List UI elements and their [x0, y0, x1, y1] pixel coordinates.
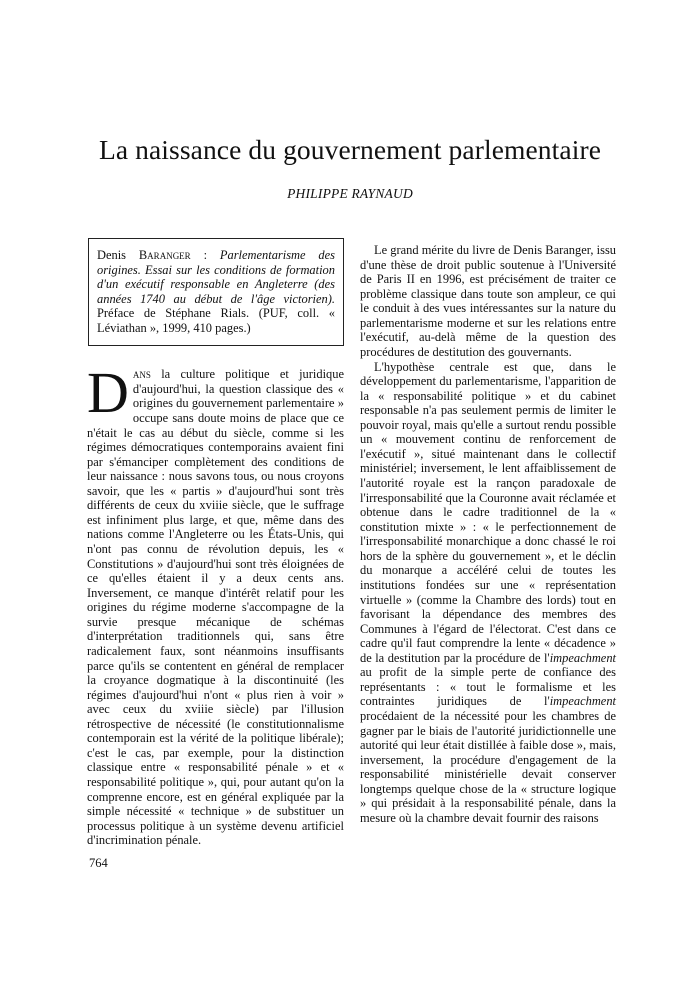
- right-paragraph-2-text-a: L'hypothèse centrale est que, dans le développement du parlementarisme, l'apparition de la « responsabilité politique » et du cabinet responsable n'a pas seulement permis de limiter le pouvoir royal, mais qu'elle a surtout rendu possible un « mouvement continu de renforcement de l'exécutif », situé maintenant dans le collectif ministériel; inversement, le lent affaiblissement de l'autorité royale est la rançon paradoxale de l'irresponsabilité que la Couronne avait réclamée et obtenue dans le cadre traditionnel de la « constitution mixte » : « le perfectionnement de l'irresponsabilité monarchique a donc chassé le roi hors de la sphère du gouvernement », et le déclin du monarque a accéléré celui de toutes les institutions fondées sur une « représentation virtuelle » (comme la Chambre des lords) tout en favorisant la dépendance des membres des Communes à l'égard de l'électorat. C'est dans ce cadre qu'il faut comprendre la lente « décadence » de la destitution par la procédure de l': [360, 359, 616, 665]
- author-name: PHILIPPE RAYNAUD: [287, 186, 413, 201]
- right-paragraph-2-text-c: procédaient de la nécessité pour les chambres de gagner par le biais de l'autorité juridictionnelle une autorité qui leur était distillée à faible dose », mais, inversement, la procédure d'engagement de la responsabilité ministérielle devait conserver longtemps quelque chose de la « structure logique » qui présidait à la responsabilité pénale, dans la mesure où la chambre devait fournir des raisons: [360, 709, 616, 825]
- impeachment-term-1: impeachment: [549, 650, 616, 665]
- left-paragraph-1-text: la culture politique et juridique d'aujourd'hui, la question classique des « origines du gouvernement parlementaire » occupe sans doute moins de place que ce n'était le cas au début du siècle, comme si les régimes démocratiques contemporains avaient fini par s'émanciper complètement des conditions de leur naissance : nous savons tous, ou nous croyons savoir, que les « partis » d'aujourd'hui sont très différents de ceux du xviiie siècle, que le suffrage est infiniment plus large, et que, même dans des nations comme l'Angleterre ou les États-Unis, qui n'ont pas connu de révolution depuis, les « Constitutions » d'aujourd'hui sont très éloignées de ce qu'elles étaient il y a deux cents ans. Inversement, ce manque d'intérêt relatif pour les origines du régime moderne s'accompagne de la survie presque mécanique de schémas d'interprétation traditionnels qui, sans être radicalement faux, sont néanmoins insuffisants parce qu'ils se contentent en général de remplacer la croyance dogmatique à la discontinuité (les régimes d'aujourd'hui n'ont « plus rien à voir » avec ceux du xviiie siècle) par l'illusion rétrospective de nécessité (le constitutionnalisme contemporain est la vérité de la politique libérale); c'est le cas, par exemple, pour la distinction classique entre « responsabilité pénale » et « responsabilité politique », qui, pour autant qu'on la comprenne encore, est en général expliquée par la simple nécessité « technique » de substituer un processus politique à un système devenu artificiel d'incrimination pénale.: [87, 367, 344, 848]
- article-title: La naissance du gouvernement parlementaire: [98, 134, 602, 165]
- reference-details: Préface de Stéphane Rials. (PUF, coll. « Léviathan », 1999, 410 pages.): [97, 306, 335, 335]
- drop-cap: D: [87, 360, 129, 426]
- page-number: 764: [89, 856, 108, 870]
- right-paragraph-2: [360, 360, 616, 826]
- right-paragraph-1: Le grand mérite du livre de Denis Baranger, issu d'une thèse de droit public soutenue à l'Université de Paris II en 1996, est précisément de traiter ce problème classique dans toute son ampleur, ce qui le conduit à des vues intéressantes sur la nature du parlementarisme moderne et sur les relations entre l'exécutif, au-delà même de la question des procédures de destitution des gouvernants.: [360, 243, 616, 359]
- reference-book-title: Parlementarisme des origines. Essai sur les conditions de formation d'un exécutif responsable en Angleterre (des années 1740 au début de l'âge victorien).: [97, 248, 335, 306]
- left-column: [87, 238, 344, 848]
- right-paragraph-2-text-b: au profit de la simple perte de confiance des représentants : « tout le formalisme et les contraintes juridiques de l': [360, 665, 616, 709]
- reference-author-first: Denis: [97, 248, 127, 262]
- left-paragraph-1: [87, 360, 344, 848]
- reference-separator: :: [190, 248, 220, 262]
- impeachment-term-2: impeachment: [549, 694, 616, 709]
- drop-cap-continuation: ans: [132, 367, 151, 382]
- right-column: [360, 243, 616, 826]
- book-reference-box: [88, 238, 344, 346]
- reference-author-last: Baranger: [138, 248, 191, 262]
